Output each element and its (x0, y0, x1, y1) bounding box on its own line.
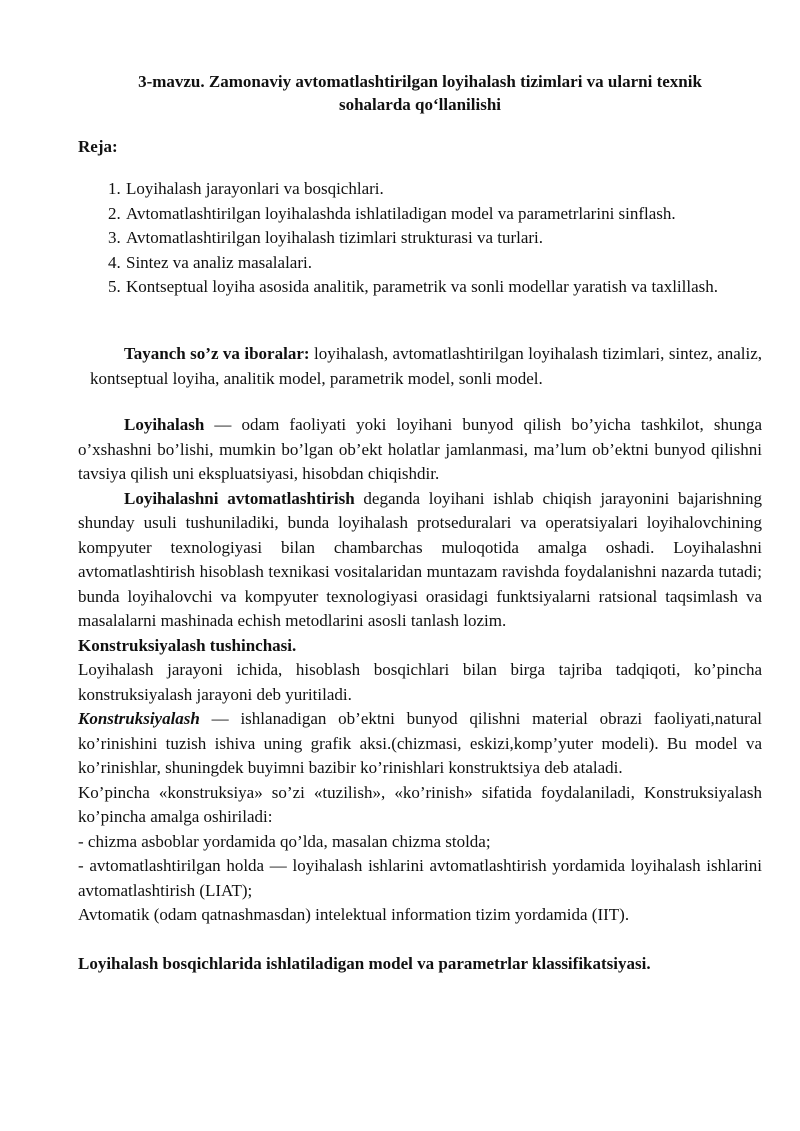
bullet-line: - avtomatlashtirilgan holda — loyihalash ishlarini avtomatlashtirish yordamida loyihalash ishlarini avtomatlashtirish (LIAT); (78, 856, 762, 900)
text-avtomatlashtirish: deganda loyihani ishlab chiqish jarayonini bajarishning shunday usuli tushuniladiki, bunda loyihalash protseduralari va operatsiyalari loyihalovchining kompyuter texnologiyasi bilan chambarchas muloqotida amalga oshadi. Loyihalashni avtomatlashtirish hisoblash texnikasi vositalaridan muntazam ravishda foydalanishni nazarda tutadi; bunda loyihalovchi va kompyuter texnologiyasi orasidagi funktsiyalarni ratsional taqsimlash va masalalarni mashinada echish metodlarini asosli tanlash lozim. (78, 488, 762, 630)
term-konstruksiyalash: Konstruksiyalash (78, 709, 200, 728)
term-loyihalash: Loyihalash (124, 415, 205, 434)
konstruksiya-intro: Loyihalash jarayoni ichida, hisoblash bosqichlari bilan birga tajriba tadqiqoti, ko’pincha konstruksiyalash jarayoni deb yuritiladi. (78, 660, 762, 704)
title-line-2: sohalarda qo‘llanilishi (338, 95, 502, 114)
plan-item: 5. Kontseptual loyiha asosida analitik, parametrik va sonli modellar yaratish va taxlillash. (125, 275, 800, 300)
paragraph-loyihalash (78, 413, 762, 487)
plan-item: 3. Avtomatlashtirilgan loyihalash tizimlari strukturasi va turlari. (125, 226, 800, 251)
spacer (78, 928, 762, 952)
konstruksiya-usage: Ko’pincha «konstruksiya» so’zi «tuzilish», «ko’rinish» sifatida foydalaniladi, Konstruksiyalash ko’pincha amalga oshiriladi: (78, 782, 762, 826)
keywords-paragraph (90, 341, 762, 391)
plan-list (78, 177, 800, 300)
term-avtomatlashtirish: Loyihalashni avtomatlashtirish (124, 488, 355, 508)
plan-label: Reja: (78, 137, 118, 156)
document-title (90, 70, 750, 116)
text-loyihalash: — odam faoliyati yoki loyihani bunyod qilish bo’yicha tashkilot, shunga o’xshashni bo’lishi, mumkin bo’lgan ob’ekt holatlar jamlanmasi, ma’lum ob’ektni bunyod qilishni tavsiya qilish uni ekspluatsiyasi, hisobdan chiqishdir. (78, 415, 762, 483)
avtomatik-line: Avtomatik (odam qatnashmasdan) intelektual information tizim yordamida (IIT). (78, 905, 630, 924)
paragraph-avtomatlashtirish (78, 487, 762, 634)
body-text (78, 413, 762, 976)
keywords-label: Tayanch so’z va iboralar: (124, 344, 310, 363)
title-line-1: 3-mavzu. Zamonaviy avtomatlashtirilgan loyihalash tizimlari va ularni texnik (138, 72, 702, 91)
konstruksiya-heading: Konstruksiyalash tushinchasi. (78, 635, 297, 655)
keywords-text: loyihalash, avtomatlashtirilgan loyihalash tizimlari, sintez, analiz, kontseptual loyiha, analitik model, parametrik model, sonli model. (90, 344, 762, 388)
text-konstruksiyalash: — ishlanadigan ob’ektni bunyod qilishni material obrazi faoliyati,natural ko’rinishini tuzish ishiva uning grafik aksi.(chizmasi, eskizi,komp’yuter modeli). Bu model va ko’rinishlar, shuningdek buyimni bazibir ko’rinishlari konstruktsiya deb ataladi. (78, 709, 762, 777)
final-heading: Loyihalash bosqichlarida ishlatiladigan model va parametrlar klassifikatsiyasi. (78, 953, 651, 973)
plan-item: 4. Sintez va analiz masalalari. (125, 251, 800, 276)
plan-item: 2. Avtomatlashtirilgan loyihalashda ishlatiladigan model va parametrlarini sinflash. (125, 202, 800, 227)
bullet-line: - chizma asboblar yordamida qo’lda, masalan chizma stolda; (78, 831, 491, 851)
konstruksiya-definition (78, 707, 762, 781)
plan-item: 1. Loyihalash jarayonlari va bosqichlari. (125, 177, 800, 202)
